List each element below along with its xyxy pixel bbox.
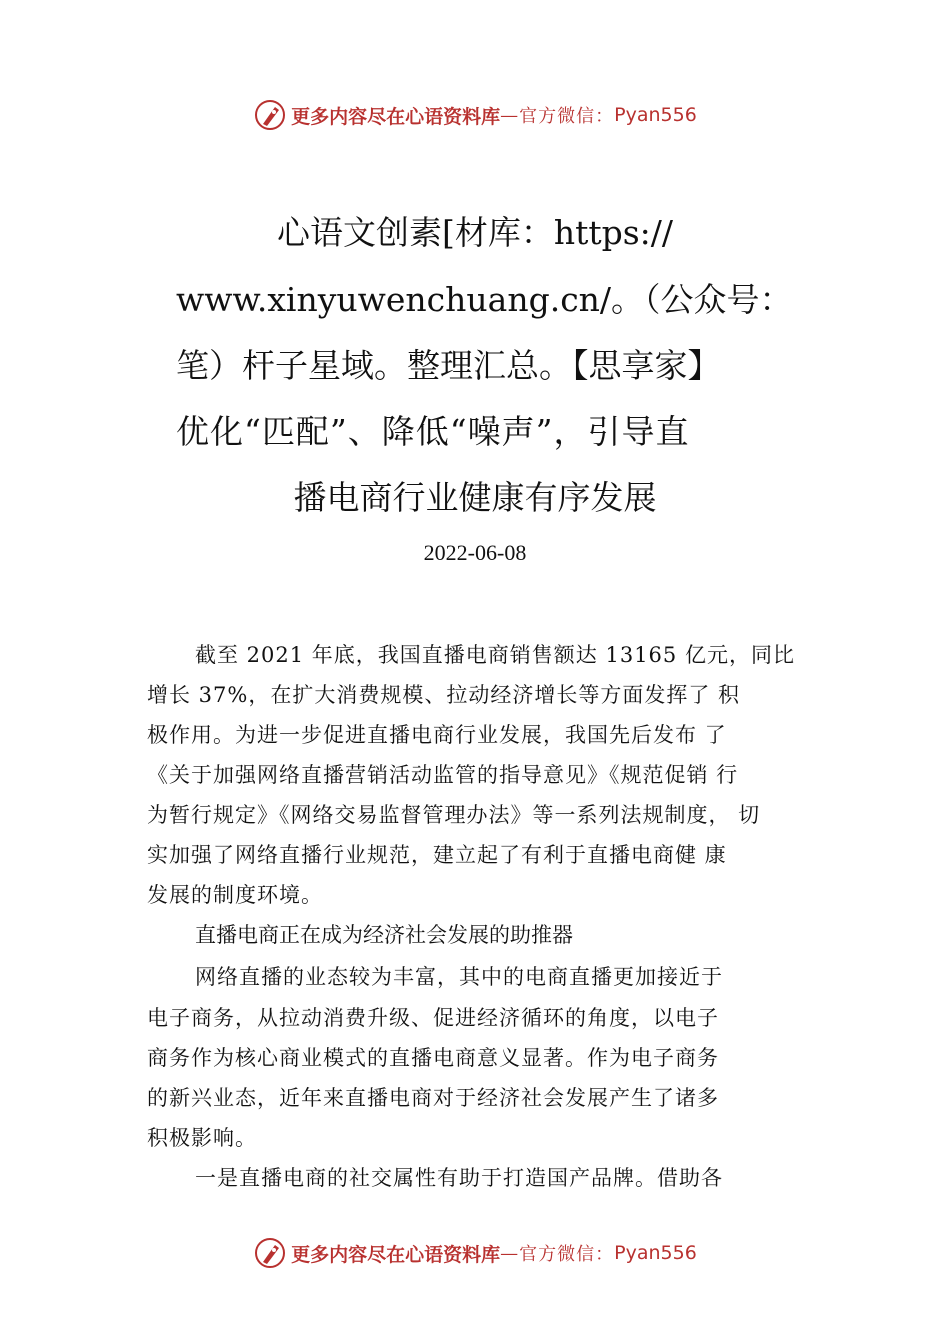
paragraph2-line: 的新兴业态，近年来直播电商对于经济社会发展产生了诸多: [147, 1086, 719, 1110]
title-line-2: www.xinyuwenchuang.cn/。（公众号：: [176, 280, 793, 319]
paragraph1-line: 为暂行规定》《网络交易监督管理办法》等一系列法规制度， 切: [147, 803, 761, 827]
publish-date: 2022-06-08: [423, 540, 527, 565]
paragraph2-line: 积极影响。: [147, 1126, 257, 1150]
paragraph2-line: 电子商务，从拉动消费升级、促进经济循环的角度，以电子: [147, 1006, 719, 1030]
pen-nib-logo-icon: [253, 98, 287, 132]
title-line-1: 心语文创素[材库：https://: [276, 213, 674, 252]
paragraph2-line: 商务作为核心商业模式的直播电商意义显著。作为电子商务: [147, 1046, 719, 1070]
section-heading: 直播电商正在成为经济社会发展的助推器: [195, 923, 573, 947]
banner-wechat-id: Pyan556: [614, 104, 697, 126]
banner-dash: —: [500, 104, 520, 126]
title-line-3: 笔）杆子星域。整理汇总。【思享家】: [176, 346, 721, 385]
banner-wechat-label: 官方微信：: [519, 1244, 615, 1265]
banner-wechat-label: 官方微信：: [519, 106, 615, 127]
paragraph1-line: 增长 37%，在扩大消费规模、拉动经济增长等方面发挥了 积: [147, 683, 741, 707]
paragraph1-line: 实加强了网络直播行业规范，建立起了有利于直播电商健 康: [147, 843, 727, 867]
paragraph1-line: 发展的制度环境。: [147, 883, 323, 907]
title-line-5: 播电商行业健康有序发展: [293, 478, 657, 517]
banner-main-text: 更多内容尽在心语资料库: [291, 1243, 501, 1266]
title-line-4: 优化“匹配”、降低“噪声”，引导直: [176, 412, 690, 451]
pen-nib-logo-icon: [253, 1236, 287, 1270]
header-banner: [0, 95, 950, 135]
banner-dash: —: [500, 1242, 520, 1264]
paragraph1-line: 《关于加强网络直播营销活动监管的指导意见》《规范促销 行: [147, 763, 739, 787]
paragraph2-line: 网络直播的业态较为丰富，其中的电商直播更加接近于: [195, 965, 723, 989]
paragraph1-line: 截至 2021 年底，我国直播电商销售额达 13165 亿元，同比: [195, 643, 795, 667]
paragraph1-line: 极作用。为进一步促进直播电商行业发展，我国先后发布 了: [147, 723, 727, 747]
footer-banner: [0, 1233, 950, 1273]
paragraph3-line: 一是直播电商的社交属性有助于打造国产品牌。借助各: [195, 1166, 723, 1190]
banner-main-text: 更多内容尽在心语资料库: [291, 105, 501, 128]
banner-wechat-id: Pyan556: [614, 1242, 697, 1264]
